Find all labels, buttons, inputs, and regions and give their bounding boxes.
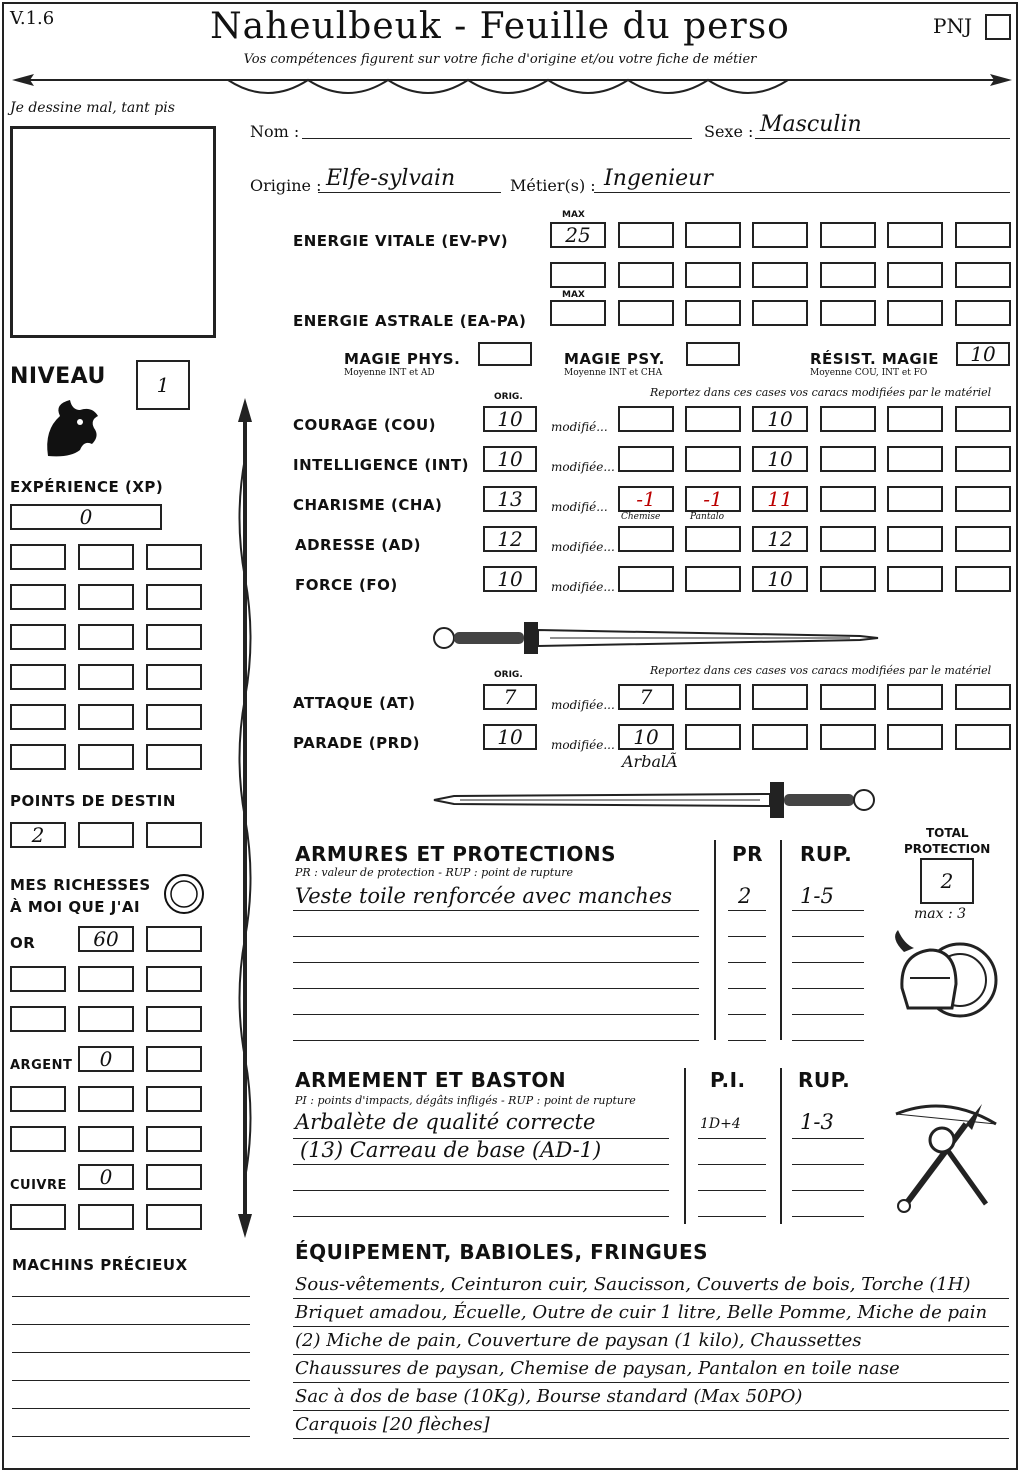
or-value: 60	[93, 927, 119, 951]
cuivre-box[interactable]	[146, 1204, 202, 1230]
magie-psy-box[interactable]	[686, 342, 740, 366]
weapons-pi-line[interactable]	[698, 1176, 766, 1191]
armor-item-pr: 2	[738, 884, 752, 908]
total-protection-label-2: PROTECTION	[904, 842, 991, 856]
ea-box[interactable]	[820, 300, 876, 326]
ev-box[interactable]	[685, 262, 741, 288]
cha-mod-box[interactable]	[752, 486, 808, 512]
equipment-row-line[interactable]	[293, 1310, 1009, 1327]
metier-label: Métier(s) :	[510, 176, 596, 195]
magie-phys-box[interactable]	[478, 342, 532, 366]
combat-orig-label: ORIG.	[494, 670, 523, 680]
prd-mod-box[interactable]	[887, 724, 943, 750]
magie-psy-note: Moyenne INT et CHA	[564, 368, 663, 378]
xp-grid-box[interactable]	[78, 624, 134, 650]
weapons-pi-header: P.I.	[710, 1068, 746, 1092]
cou-orig-value: 10	[497, 407, 523, 431]
argent-label: ARGENT	[10, 1058, 73, 1073]
xp-box[interactable]	[10, 504, 162, 530]
xp-grid-box[interactable]	[146, 664, 202, 690]
prd-mod-box[interactable]	[820, 724, 876, 750]
coin-icon	[162, 872, 206, 916]
total-protection-box[interactable]	[920, 858, 974, 904]
int-mod-box[interactable]	[752, 446, 808, 472]
int-mod-value: 10	[767, 447, 793, 471]
argent-box[interactable]	[146, 1046, 202, 1072]
armor-row-line[interactable]	[293, 1026, 699, 1041]
total-protection-label-1: TOTAL	[926, 826, 969, 840]
or-box[interactable]	[146, 926, 202, 952]
at-mod-label: modifiée...	[551, 698, 615, 712]
armor-row-line[interactable]	[293, 1000, 699, 1015]
ad-mod-value: 12	[767, 527, 793, 551]
equipment-line: Carquois [20 flèches]	[295, 1414, 490, 1435]
ad-label: ADRESSE (AD)	[295, 536, 422, 554]
version-label: V.1.6	[10, 8, 55, 29]
weapons-row-line[interactable]	[293, 1202, 669, 1217]
xp-grid-box[interactable]	[78, 704, 134, 730]
pnj-checkbox[interactable]	[985, 14, 1011, 40]
weapons-divider	[780, 1068, 782, 1224]
ev-box[interactable]	[550, 262, 606, 288]
at-mod-box[interactable]	[752, 684, 808, 710]
nom-field[interactable]	[302, 122, 692, 139]
pnj-label: PNJ	[933, 14, 972, 38]
prd-orig-value: 10	[497, 725, 523, 749]
int-mod-label: modifiée...	[551, 460, 615, 474]
armor-divider	[780, 840, 782, 1040]
xp-grid-box[interactable]	[10, 624, 66, 650]
at-mod-box[interactable]	[618, 684, 674, 710]
ev-max-value: 25	[565, 223, 591, 247]
armor-pr-line[interactable]	[728, 948, 766, 963]
page-title: Naheulbeuk - Feuille du perso	[210, 6, 790, 47]
xp-grid-box[interactable]	[146, 744, 202, 770]
xp-grid-box[interactable]	[78, 584, 134, 610]
cou-mod-box[interactable]	[752, 406, 808, 432]
argent-box[interactable]	[78, 1086, 134, 1112]
equipment-line: Briquet amadou, Écuelle, Outre de cuir 1 litre, Belle Pomme, Miche de pain	[295, 1302, 988, 1323]
armor-item-name: Veste toile renforcée avec manches	[295, 884, 673, 908]
cuivre-box[interactable]	[10, 1204, 66, 1230]
armor-pr-header: PR	[732, 842, 764, 866]
or-box[interactable]	[146, 966, 202, 992]
ev-box[interactable]	[820, 222, 876, 248]
cuivre-label: CUIVRE	[10, 1178, 67, 1193]
richesses-label-2: À MOI QUE J'AI	[10, 898, 141, 916]
ad-orig-value: 12	[497, 527, 523, 551]
destin-label: POINTS DE DESTIN	[10, 792, 176, 810]
weapons-row-line[interactable]	[293, 1150, 669, 1165]
int-label: INTELLIGENCE (INT)	[293, 456, 469, 474]
at-mod-box[interactable]	[820, 684, 876, 710]
weapon-item-name: (13) Carreau de base (AD-1)	[300, 1138, 602, 1162]
combat-report-note: Reportez dans ces cases vos caracs modifiées par le matériel	[650, 664, 992, 677]
cha-mod-box[interactable]	[887, 486, 943, 512]
at-mod-value: 7	[639, 685, 653, 709]
armor-row-line[interactable]	[293, 922, 699, 937]
cha-mod-box[interactable]	[955, 486, 1011, 512]
or-box[interactable]	[10, 966, 66, 992]
cou-mod-box[interactable]	[685, 406, 741, 432]
ad-mod-box[interactable]	[887, 526, 943, 552]
origine-value: Elfe-sylvain	[326, 166, 456, 191]
fo-mod-value	[687, 568, 739, 590]
caracs-report-note: Reportez dans ces cases vos caracs modifiées par le matériel	[650, 386, 992, 399]
fo-mod-box[interactable]	[887, 566, 943, 592]
cou-mod-value	[687, 408, 739, 430]
armor-pr-line[interactable]	[728, 974, 766, 989]
weapons-pi-line[interactable]	[698, 1202, 766, 1217]
ev-max-label: MAX	[562, 210, 585, 220]
ev-box[interactable]	[887, 262, 943, 288]
armor-rup-line[interactable]	[792, 896, 864, 911]
cha-mod-label: modifié...	[551, 500, 608, 514]
xp-grid-box[interactable]	[10, 544, 66, 570]
or-box[interactable]	[10, 1006, 66, 1032]
or-box[interactable]	[146, 1006, 202, 1032]
weapon-item-pi: 1D+4	[700, 1116, 741, 1132]
weapons-rup-line[interactable]	[792, 1176, 864, 1191]
cha-label: CHARISME (CHA)	[293, 496, 443, 514]
richesses-label-1: MES RICHESSES	[10, 876, 151, 894]
machins-line[interactable]	[12, 1394, 250, 1409]
sexe-value: Masculin	[760, 112, 862, 137]
magie-phys-note: Moyenne INT et AD	[344, 368, 435, 378]
sexe-label: Sexe :	[704, 122, 754, 141]
argent-box[interactable]	[78, 1046, 134, 1072]
portrait-frame[interactable]	[10, 126, 216, 338]
weapons-row-line[interactable]	[293, 1176, 669, 1191]
ev-box[interactable]	[955, 262, 1011, 288]
argent-box[interactable]	[146, 1086, 202, 1112]
int-mod-box[interactable]	[955, 446, 1011, 472]
dragon-head-icon	[40, 396, 104, 460]
caracs-orig-label: ORIG.	[494, 392, 523, 402]
machins-line[interactable]	[12, 1366, 250, 1381]
ad-mod-value	[620, 528, 672, 550]
cha-mod-box[interactable]	[618, 486, 674, 512]
resist-magie-label: RÉSIST. MAGIE	[810, 350, 940, 368]
ev-box[interactable]	[685, 222, 741, 248]
sword-ornament-icon	[430, 778, 880, 822]
ea-box[interactable]	[887, 300, 943, 326]
at-mod-box[interactable]	[685, 684, 741, 710]
at-mod-box[interactable]	[887, 684, 943, 710]
cha-note-chemise: Chemise	[621, 512, 661, 522]
equipment-line: (2) Miche de pain, Couverture de paysan (1 kilo), Chaussettes	[295, 1330, 862, 1351]
prd-mod-box[interactable]	[618, 724, 674, 750]
xp-grid-box[interactable]	[10, 704, 66, 730]
total-protection-max: max : 3	[914, 906, 967, 922]
sword-ornament-icon	[430, 616, 880, 660]
prd-mod-box[interactable]	[955, 724, 1011, 750]
int-mod-box[interactable]	[685, 446, 741, 472]
or-box[interactable]	[78, 1006, 134, 1032]
armor-rup-line[interactable]	[792, 948, 864, 963]
xp-grid-box[interactable]	[78, 664, 134, 690]
machins-label: MACHINS PRÉCIEUX	[12, 1256, 188, 1274]
cou-mod-box[interactable]	[618, 406, 674, 432]
xp-grid-box[interactable]	[10, 664, 66, 690]
armor-rup-line[interactable]	[792, 1000, 864, 1015]
xp-grid-box[interactable]	[146, 704, 202, 730]
cou-mod-box[interactable]	[887, 406, 943, 432]
ev-label: ENERGIE VITALE (EV-PV)	[293, 232, 509, 250]
ad-mod-label: modifiée...	[551, 540, 615, 554]
int-mod-box[interactable]	[887, 446, 943, 472]
magie-phys-value	[480, 344, 530, 364]
or-box[interactable]	[78, 926, 134, 952]
fo-mod-box[interactable]	[820, 566, 876, 592]
cha-note-pantalon: Pantalo	[690, 512, 725, 522]
weapons-rup-line[interactable]	[792, 1202, 864, 1217]
xp-grid-box[interactable]	[10, 584, 66, 610]
equipment-row-line[interactable]	[293, 1366, 1009, 1383]
destin-box[interactable]	[78, 822, 134, 848]
argent-box[interactable]	[10, 1126, 66, 1152]
cou-mod-label: modifié...	[551, 420, 608, 434]
ad-mod-box[interactable]	[685, 526, 741, 552]
nom-label: Nom :	[250, 122, 300, 141]
argent-box[interactable]	[78, 1126, 134, 1152]
resist-magie-value: 10	[970, 342, 996, 366]
ad-mod-box[interactable]	[752, 526, 808, 552]
equipment-line: Sac à dos de base (10Kg), Bourse standard (Max 50PO)	[295, 1386, 803, 1407]
magie-psy-label: MAGIE PSY.	[564, 350, 665, 368]
prd-label: PARADE (PRD)	[293, 734, 421, 752]
portrait-caption: Je dessine mal, tant pis	[10, 100, 175, 116]
cha-mod-value: 11	[767, 487, 793, 511]
int-orig-box[interactable]	[483, 446, 537, 472]
cou-mod-box[interactable]	[955, 406, 1011, 432]
armor-rup-line[interactable]	[792, 1026, 864, 1041]
cuivre-box[interactable]	[78, 1204, 134, 1230]
page-subtitle: Vos compétences figurent sur votre fiche d'origine et/ou votre fiche de métier	[243, 52, 757, 67]
fo-mod-box[interactable]	[955, 566, 1011, 592]
resist-magie-box[interactable]	[956, 342, 1010, 366]
armor-rup-line[interactable]	[792, 974, 864, 989]
ad-orig-box[interactable]	[483, 526, 537, 552]
helmet-shield-icon	[890, 928, 1000, 1028]
machins-line[interactable]	[12, 1310, 250, 1325]
armor-rup-header: RUP.	[800, 842, 853, 866]
xp-grid-box[interactable]	[78, 544, 134, 570]
cha-orig-value: 13	[497, 487, 523, 511]
machins-line[interactable]	[12, 1422, 250, 1437]
int-mod-value	[687, 448, 739, 470]
cha-mod-value: -1	[636, 487, 656, 511]
niveau-box[interactable]	[136, 360, 190, 410]
equipment-row-line[interactable]	[293, 1394, 1009, 1411]
armor-row-line[interactable]	[293, 948, 699, 963]
ea-box[interactable]	[752, 300, 808, 326]
int-mod-box[interactable]	[820, 446, 876, 472]
prd-mod-box[interactable]	[685, 724, 741, 750]
weapon-item-rup: 1-3	[800, 1110, 834, 1134]
armor-rup-line[interactable]	[792, 922, 864, 937]
origine-label: Origine :	[250, 176, 322, 195]
int-mod-box[interactable]	[618, 446, 674, 472]
armor-pr-line[interactable]	[728, 922, 766, 937]
metier-value: Ingenieur	[604, 166, 713, 191]
destin-box[interactable]	[146, 822, 202, 848]
niveau-label: NIVEAU	[10, 364, 106, 389]
equipment-row-line[interactable]	[293, 1338, 1009, 1355]
armor-pr-line[interactable]	[728, 1026, 766, 1041]
cou-label: COURAGE (COU)	[293, 416, 437, 434]
resist-magie-note: Moyenne COU, INT et FO	[810, 368, 928, 378]
equipment-row-line[interactable]	[293, 1282, 1009, 1299]
prd-mod-value: 10	[633, 725, 659, 749]
cha-orig-box[interactable]	[483, 486, 537, 512]
ev-box[interactable]	[752, 222, 808, 248]
argent-box[interactable]	[146, 1126, 202, 1152]
at-orig-value: 7	[503, 685, 517, 709]
weapons-pi-line[interactable]	[698, 1124, 766, 1139]
ea-max-value	[552, 302, 604, 324]
fo-mod-box[interactable]	[752, 566, 808, 592]
machins-line[interactable]	[12, 1338, 250, 1353]
destin-value: 2	[31, 823, 45, 847]
equipment-title: ÉQUIPEMENT, BABIOLES, FRINGUES	[295, 1240, 709, 1264]
equipment-row-line[interactable]	[293, 1422, 1009, 1439]
armor-row-line[interactable]	[293, 974, 699, 989]
machins-line[interactable]	[12, 1282, 250, 1297]
ad-mod-box[interactable]	[955, 526, 1011, 552]
xp-label: EXPÉRIENCE (XP)	[10, 478, 164, 496]
cha-mod-value: -1	[703, 487, 723, 511]
fo-mod-value: 10	[767, 567, 793, 591]
ea-max-box[interactable]	[550, 300, 606, 326]
prd-mod-box[interactable]	[752, 724, 808, 750]
ev-box[interactable]	[955, 222, 1011, 248]
armor-note: PR : valeur de protection - RUP : point de rupture	[295, 866, 573, 879]
weapons-rup-header: RUP.	[798, 1068, 851, 1092]
fo-orig-value: 10	[497, 567, 523, 591]
xp-grid-box[interactable]	[146, 584, 202, 610]
total-protection-value: 2	[940, 869, 954, 893]
weapons-divider	[684, 1068, 686, 1224]
magie-psy-value	[688, 344, 738, 364]
fo-mod-label: modifiée...	[551, 580, 615, 594]
ea-box[interactable]	[685, 300, 741, 326]
combat-note: ArbalÃ	[622, 752, 678, 771]
destin-box[interactable]	[10, 822, 66, 848]
equipment-line: Sous-vêtements, Ceinturon cuir, Saucisson, Couverts de bois, Torche (1H)	[295, 1274, 971, 1295]
armor-pr-line[interactable]	[728, 1000, 766, 1015]
argent-box[interactable]	[10, 1086, 66, 1112]
ev-box[interactable]	[618, 262, 674, 288]
at-mod-box[interactable]	[955, 684, 1011, 710]
weapons-rup-line[interactable]	[792, 1124, 864, 1139]
fo-mod-box[interactable]	[618, 566, 674, 592]
weapons-pi-line[interactable]	[698, 1150, 766, 1165]
fo-mod-box[interactable]	[685, 566, 741, 592]
at-label: ATTAQUE (AT)	[293, 694, 416, 712]
cou-orig-box[interactable]	[483, 406, 537, 432]
armor-pr-line[interactable]	[728, 896, 766, 911]
xp-grid-box[interactable]	[146, 624, 202, 650]
ad-mod-value	[687, 528, 739, 550]
cha-mod-box[interactable]	[685, 486, 741, 512]
prd-orig-box[interactable]	[483, 724, 537, 750]
xp-grid-box[interactable]	[146, 544, 202, 570]
cha-mod-box[interactable]	[820, 486, 876, 512]
ev-box[interactable]	[618, 222, 674, 248]
cuivre-box[interactable]	[146, 1164, 202, 1190]
xp-grid-box[interactable]	[78, 744, 134, 770]
ea-max-label: MAX	[562, 290, 585, 300]
cou-mod-box[interactable]	[820, 406, 876, 432]
ea-box[interactable]	[618, 300, 674, 326]
ev-box[interactable]	[887, 222, 943, 248]
fo-orig-box[interactable]	[483, 566, 537, 592]
int-orig-value: 10	[497, 447, 523, 471]
spear-ornament	[230, 398, 260, 1238]
ev-box[interactable]	[752, 262, 808, 288]
weapons-row-line[interactable]	[293, 1124, 669, 1139]
or-box[interactable]	[78, 966, 134, 992]
ad-mod-box[interactable]	[820, 526, 876, 552]
prd-mod-label: modifiée...	[551, 738, 615, 752]
ad-mod-box[interactable]	[618, 526, 674, 552]
or-label: OR	[10, 934, 36, 952]
at-orig-box[interactable]	[483, 684, 537, 710]
weapons-note: PI : points d'impacts, dégâts infligés - RUP : point de rupture	[295, 1094, 636, 1107]
ea-label: ENERGIE ASTRALE (EA-PA)	[293, 312, 527, 330]
xp-value: 0	[79, 505, 93, 529]
armor-divider	[714, 840, 716, 1040]
magie-phys-label: MAGIE PHYS.	[344, 350, 461, 368]
cuivre-value: 0	[99, 1165, 113, 1189]
fo-mod-value	[620, 568, 672, 590]
ea-box[interactable]	[955, 300, 1011, 326]
xp-grid-box[interactable]	[10, 744, 66, 770]
weapons-title: ARMEMENT ET BASTON	[295, 1068, 567, 1092]
argent-value: 0	[99, 1047, 113, 1071]
equipment-line: Chaussures de paysan, Chemise de paysan, Pantalon en toile nase	[295, 1358, 900, 1379]
armor-title: ARMURES ET PROTECTIONS	[295, 842, 616, 866]
niveau-value: 1	[156, 373, 170, 397]
armor-row-line[interactable]	[293, 896, 699, 911]
weapons-rup-line[interactable]	[792, 1150, 864, 1165]
armor-item-rup: 1-5	[800, 884, 834, 908]
fo-label: FORCE (FO)	[295, 576, 398, 594]
cou-mod-value: 10	[767, 407, 793, 431]
weapon-item-name: Arbalète de qualité correcte	[295, 1110, 596, 1134]
ev-box[interactable]	[820, 262, 876, 288]
cuivre-box[interactable]	[78, 1164, 134, 1190]
ev-max-box[interactable]	[550, 222, 606, 248]
cou-mod-value	[620, 408, 672, 430]
crossed-weapons-icon	[886, 1094, 1006, 1214]
int-mod-value	[620, 448, 672, 470]
